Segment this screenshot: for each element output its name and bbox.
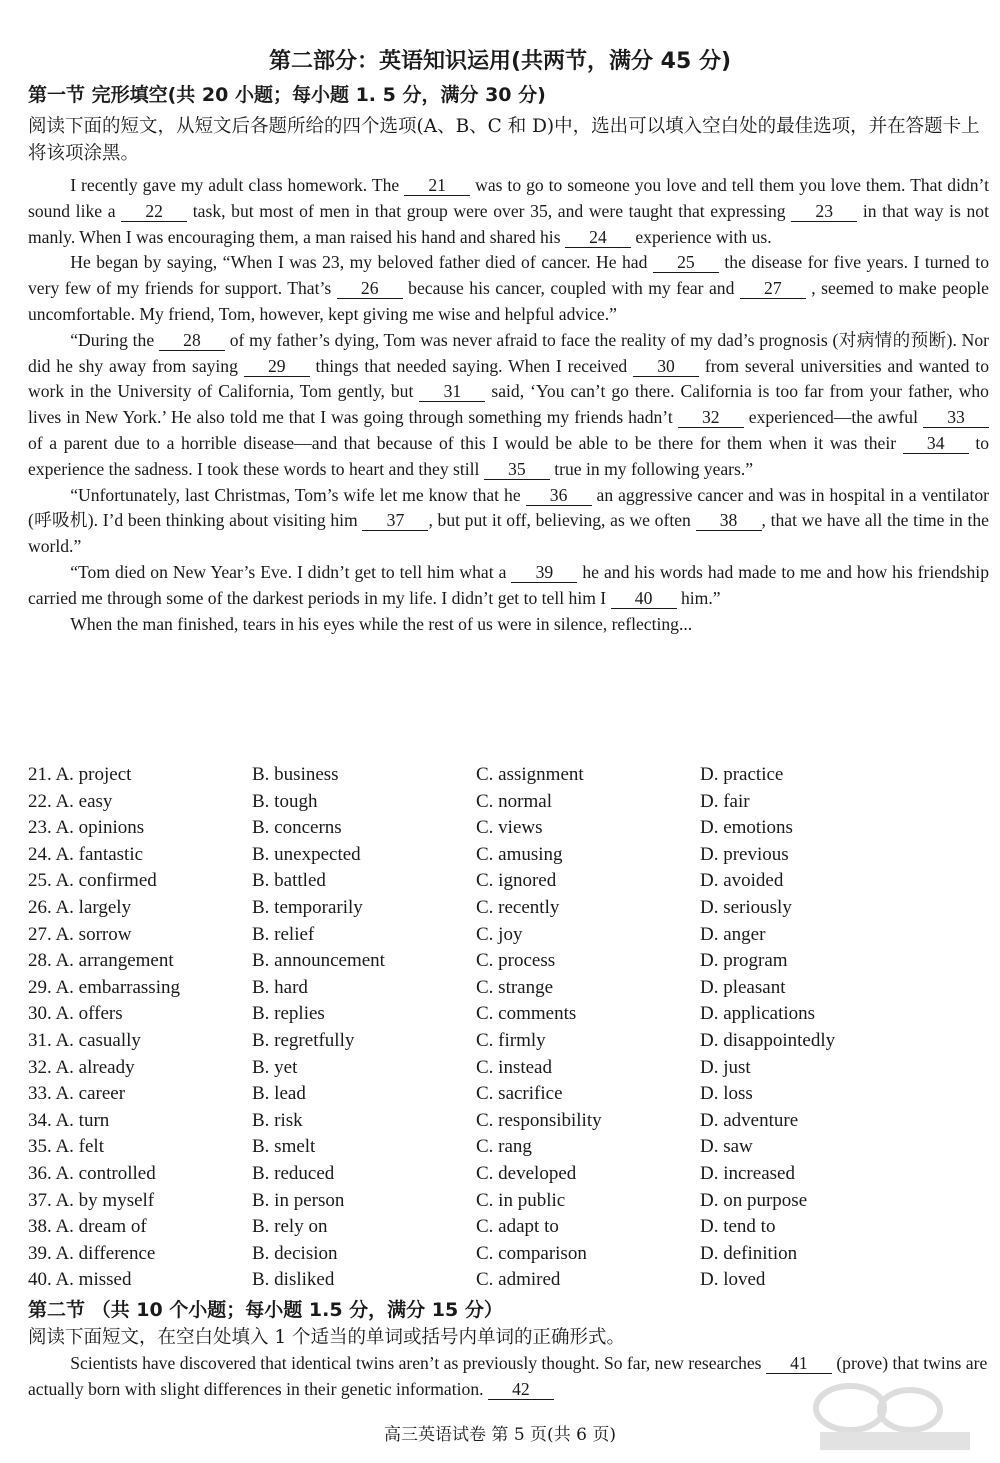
answer-blank: 31: [419, 381, 485, 402]
option-choice: 33. A. career: [28, 1083, 126, 1105]
option-choice: B. relief: [252, 923, 315, 945]
option-choice: C. views: [476, 817, 543, 839]
passage-text: (prove) that twins are actually born with slight differences in their genetic information.: [28, 1353, 988, 1399]
option-choice: D. applications: [700, 1003, 816, 1025]
passage-text: of my father’s dying, Tom was never afraid to face the reality of my dad’s prognosis (对病情的预断). Nor did he shy away from saying: [28, 329, 989, 376]
passage-text: he and his words had made to me and how his friendship carried me through some of the darkest periods in my life. I didn’t get to tell him I: [28, 561, 989, 608]
option-choice: C. instead: [476, 1056, 552, 1078]
passage-paragraph: [28, 483, 989, 560]
option-row: [28, 1083, 988, 1110]
passage-paragraph: [28, 173, 989, 250]
option-row: [28, 1057, 988, 1084]
option-choice: C. rang: [476, 1136, 532, 1158]
option-choice: C. ignored: [476, 870, 557, 892]
option-choice: 28. A. arrangement: [28, 950, 174, 972]
option-row: [28, 924, 988, 951]
passage-text: was to go to someone you love and tell them you love them. That didn’t sound like a: [28, 175, 989, 221]
option-row: [28, 1163, 988, 1190]
passage-text: true in my following years.”: [549, 458, 754, 479]
passage-text: because his cancer, coupled with my fear and: [402, 278, 740, 299]
passage-text: in that way is not manly. When I was encouraging them, a man raised his hand and shared his: [28, 200, 989, 247]
option-choice: 37. A. by myself: [28, 1189, 155, 1211]
option-row: [28, 817, 988, 844]
watermark-logo-icon: [790, 1378, 990, 1458]
passage-text: things that needed saying. When I received: [309, 355, 634, 376]
option-choice: D. program: [700, 950, 788, 972]
option-choice: D. just: [700, 1056, 751, 1078]
option-choice: B. unexpected: [252, 843, 361, 865]
answer-blank: 30: [633, 356, 699, 377]
option-choice: D. adventure: [700, 1109, 799, 1131]
option-row: [28, 1003, 988, 1030]
option-row: [28, 1216, 988, 1243]
passage-text: “Tom died on New Year’s Eve. I didn’t get to tell him what a: [70, 561, 512, 582]
option-row: [28, 1136, 988, 1163]
option-choice: C. assignment: [476, 764, 584, 785]
option-choice: C. normal: [476, 790, 552, 812]
passage-paragraph: [28, 328, 989, 483]
option-choice: B. decision: [252, 1242, 338, 1264]
answer-blank: 42: [488, 1379, 554, 1400]
option-choice: B. yet: [252, 1056, 298, 1078]
option-choice: D. seriously: [700, 896, 792, 918]
passage-text: said, ‘You can’t go there. California is too far from your father, who lives in New York.’ He also told me that I was going through something my friends hadn’t: [28, 381, 989, 428]
option-choice: D. previous: [700, 843, 789, 865]
passage-text: “During the: [70, 329, 159, 350]
answer-blank: 37: [362, 510, 428, 531]
option-choice: 35. A. felt: [28, 1136, 104, 1158]
option-choice: 21. A. project: [28, 764, 132, 785]
option-choice: C. adapt to: [476, 1216, 559, 1238]
option-choice: D. increased: [700, 1162, 795, 1184]
passage-text: He began by saying, “When I was 23, my beloved father died of cancer. He had: [70, 252, 653, 273]
answer-blank: 32: [678, 407, 744, 428]
option-row: [28, 1030, 988, 1057]
answer-blank: 35: [484, 459, 550, 480]
option-choice: D. anger: [700, 923, 766, 945]
option-choice: D. practice: [700, 764, 784, 785]
option-choice: 31. A. casually: [28, 1029, 141, 1051]
passage-paragraph: When the man finished, tears in his eyes while the rest of us were in silence, reflecting...: [70, 613, 693, 634]
option-choice: 23. A. opinions: [28, 817, 145, 839]
option-row: [28, 897, 988, 924]
option-choice: 26. A. largely: [28, 896, 132, 918]
option-row: [28, 764, 988, 791]
option-choice: C. strange: [476, 976, 554, 998]
option-choice: B. temporarily: [252, 896, 363, 918]
answer-blank: 36: [526, 485, 592, 506]
option-choice: B. announcement: [252, 950, 385, 972]
option-choice: C. comparison: [476, 1242, 587, 1264]
option-choice: 39. A. difference: [28, 1242, 156, 1264]
option-choice: C. sacrifice: [476, 1083, 563, 1105]
option-row: [28, 1243, 988, 1270]
option-choice: C. admired: [476, 1269, 561, 1291]
option-choice: C. in public: [476, 1189, 566, 1211]
option-choice: 22. A. easy: [28, 790, 113, 812]
option-choice: 32. A. already: [28, 1056, 135, 1078]
option-row: [28, 870, 988, 897]
passage-text: experience with us.: [630, 226, 772, 247]
answer-blank: 34: [903, 433, 969, 454]
option-row: [28, 1269, 988, 1296]
section2-heading: 第二节 （共 10 个小题；每小题 1.5 分，满分 15 分）: [28, 1299, 503, 1321]
option-choice: D. emotions: [700, 817, 793, 839]
answer-blank: 38: [696, 510, 762, 531]
option-row: [28, 844, 988, 871]
passage-text: , but put it off, believing, as we often: [428, 510, 696, 531]
passage-text: I recently gave my adult class homework. The: [70, 175, 405, 195]
option-choice: B. tough: [252, 790, 318, 812]
option-choice: B. regretfully: [252, 1029, 355, 1051]
option-choice: B. disliked: [252, 1269, 335, 1291]
option-choice: C. amusing: [476, 843, 563, 865]
passage-text: , seemed to make people uncomfortable. My friend, Tom, however, kept giving me wise and helpful advice.”: [28, 278, 989, 324]
passage-text: to experience the sadness. I took these words to heart and they still: [28, 432, 990, 479]
page-footer: 高三英语试卷 第 5 页(共 6 页): [384, 1425, 616, 1445]
option-choice: C. developed: [476, 1162, 577, 1184]
answer-blank: 21: [404, 175, 470, 196]
answer-blank: 33: [923, 407, 989, 428]
option-choice: C. comments: [476, 1003, 577, 1025]
option-choice: C. responsibility: [476, 1109, 602, 1131]
option-choice: D. disappointedly: [700, 1029, 836, 1051]
passage-text: him.”: [676, 587, 721, 608]
option-choice: B. business: [252, 764, 339, 785]
answer-blank: 24: [565, 227, 631, 248]
answer-blank: 39: [511, 562, 577, 583]
option-choice: D. loss: [700, 1083, 753, 1105]
answer-blank: 25: [653, 252, 719, 273]
option-choice: B. reduced: [252, 1162, 335, 1184]
option-choice: B. smelt: [252, 1136, 316, 1158]
option-choice: D. on purpose: [700, 1189, 808, 1211]
option-choice: B. in person: [252, 1189, 345, 1211]
option-choice: B. lead: [252, 1083, 306, 1105]
option-choice: B. rely on: [252, 1216, 328, 1238]
answer-options: [28, 764, 988, 1296]
option-choice: C. process: [476, 950, 556, 972]
option-choice: D. fair: [700, 790, 750, 812]
option-choice: D. loved: [700, 1269, 766, 1291]
answer-blank: 28: [159, 330, 225, 351]
option-choice: 25. A. confirmed: [28, 870, 157, 892]
option-choice: D. pleasant: [700, 976, 786, 998]
option-choice: B. replies: [252, 1003, 325, 1025]
option-choice: B. hard: [252, 976, 308, 998]
section2-instruction: 阅读下面短文，在空白处填入 1 个适当的单词或括号内单词的正确形式。: [28, 1327, 626, 1348]
passage-text: experienced—the awful: [743, 407, 923, 428]
option-choice: B. battled: [252, 870, 326, 892]
option-choice: B. risk: [252, 1109, 303, 1131]
option-choice: 34. A. turn: [28, 1109, 110, 1131]
answer-blank: 40: [611, 588, 677, 609]
passage-text: of a parent due to a horrible disease—and that because of this I would be able to be there for them when it was their: [28, 432, 903, 453]
option-choice: 40. A. missed: [28, 1269, 132, 1291]
passage-paragraph: [28, 250, 989, 327]
option-choice: 30. A. offers: [28, 1003, 123, 1025]
passage-text: , that we have all the time in the world.”: [28, 510, 989, 557]
passage-text: the disease for five years. I turned to very few of my friends for support. That’s: [28, 252, 989, 299]
option-choice: B. concerns: [252, 817, 342, 839]
option-choice: D. definition: [700, 1242, 798, 1264]
passage-paragraph: [28, 560, 989, 612]
answer-blank: 22: [121, 201, 187, 222]
passage-text: an aggressive cancer and was in hospital in a ventilator (呼吸机). I’d been thinking about visiting him: [28, 484, 989, 531]
cloze-passage: [28, 173, 989, 637]
answer-blank: 26: [337, 278, 403, 299]
option-row: [28, 1110, 988, 1137]
section1-heading: 第一节 完形填空(共 20 小题；每小题 1. 5 分，满分 30 分): [28, 84, 546, 106]
answer-blank: 27: [740, 278, 806, 299]
option-choice: C. joy: [476, 923, 523, 945]
option-row: [28, 791, 988, 818]
option-choice: 29. A. embarrassing: [28, 976, 180, 998]
passage-text: from several universities and wanted to work in the University of California, Tom gently, but: [28, 355, 989, 402]
answer-blank: 29: [244, 356, 310, 377]
option-row: [28, 977, 988, 1004]
option-choice: C. firmly: [476, 1029, 546, 1051]
option-choice: 27. A. sorrow: [28, 923, 132, 945]
option-row: [28, 950, 988, 977]
option-row: [28, 1190, 988, 1217]
option-choice: D. avoided: [700, 870, 784, 892]
answer-blank: 23: [791, 201, 857, 222]
section1-instruction: 阅读下面的短文，从短文后各题所给的四个选项(A、B、C 和 D)中，选出可以填入空白处的最佳选项，并在答题卡上将该项涂黑。: [28, 116, 980, 164]
passage-text: task, but most of men in that group were over 35, and were taught that expressing: [187, 200, 792, 221]
part-title: 第二部分：英语知识运用(共两节，满分 45 分): [268, 49, 732, 74]
passage-text: “Unfortunately, last Christmas, Tom’s wife let me know that he: [70, 484, 526, 505]
option-choice: 24. A. fantastic: [28, 843, 144, 865]
option-choice: 36. A. controlled: [28, 1162, 156, 1184]
option-choice: 38. A. dream of: [28, 1216, 147, 1238]
option-choice: D. tend to: [700, 1216, 776, 1238]
passage-text: Scientists have discovered that identical twins aren’t as previously thought. So far, new researches: [70, 1353, 766, 1373]
answer-blank: 41: [766, 1353, 832, 1374]
option-choice: D. saw: [700, 1136, 753, 1158]
option-choice: C. recently: [476, 896, 560, 918]
